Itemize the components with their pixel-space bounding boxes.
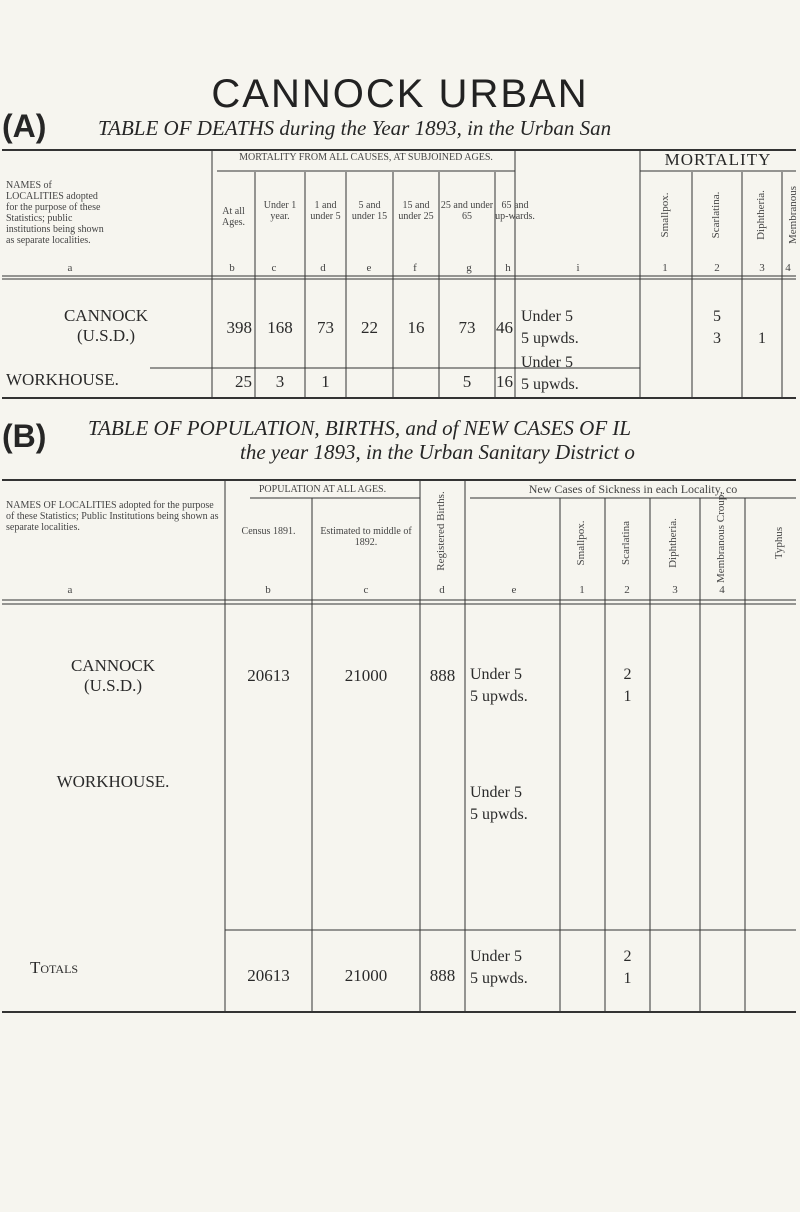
table-a-age-under5: Under 5 — [521, 308, 573, 325]
col-letter-d: d — [320, 262, 326, 274]
table-b-caption-2: the year 1893, in the Urban Sanitary District o — [240, 440, 635, 464]
col-header-under-1: Under 1 year. — [263, 200, 297, 222]
table-b-row-name: WORKHOUSE. — [56, 772, 170, 791]
col-header-all-ages: At all Ages. — [221, 206, 246, 228]
table-b-births-cell: 888 — [429, 966, 456, 985]
col-header-65-up: 65 and up-wards. — [495, 200, 535, 222]
col-header-estimated: Estimated to middle of 1892. — [320, 526, 412, 548]
table-b-age-5up: 5 upwds. — [470, 688, 528, 705]
col-header-smallpox: Smallpox. — [659, 192, 671, 238]
table-b-scarlatina-cell: 1 — [623, 688, 632, 705]
col-letter-h: h — [505, 262, 511, 274]
table-b-row-name: Totals — [30, 958, 79, 977]
table-b-age-5up: 5 upwds. — [470, 806, 528, 823]
col-header-scarlatina-b: Scarlatina — [620, 521, 632, 565]
table-a-row-name: CANNOCK — [63, 306, 149, 325]
table-b-scarlatina-cell: 1 — [623, 970, 632, 987]
localities-col-header: NAMES of LOCALITIES adopted for the purpose of these Statistics; public institutions being shown as separate localities. — [6, 180, 104, 246]
table-a-scarlatina-cell: 5 — [713, 308, 721, 325]
table-a-cell: 25 — [235, 372, 252, 391]
table-a-cell: 73 — [317, 318, 334, 337]
col-header-smallpox-b: Smallpox. — [575, 520, 587, 566]
table-b-births-cell: 888 — [429, 666, 456, 685]
col-letter-2: 2 — [714, 262, 720, 274]
table-a-cell: 16 — [407, 318, 425, 337]
col-header-scarlatina: Scarlatina. — [710, 191, 722, 239]
col-header-diphtheria: Diphtheria. — [755, 190, 767, 240]
col-letter-e-b: e — [511, 584, 517, 596]
table-b-row-name: CANNOCK — [70, 656, 156, 675]
table-a-cell: 73 — [458, 318, 476, 337]
col-header-census: Census 1891. — [241, 526, 296, 537]
page-title: CANNOCK URBAN — [211, 72, 589, 116]
table-b-scarlatina-cell: 2 — [623, 666, 632, 683]
table-a-age-under5: Under 5 — [521, 354, 573, 371]
col-header-15-to-25: 15 and under 25 — [398, 200, 434, 222]
col-letter-c: c — [271, 262, 277, 274]
col-letter-d-b: d — [439, 584, 445, 596]
mortality-group-header-2: MORTALITY — [664, 150, 772, 169]
table-a-cell: 1 — [321, 372, 330, 391]
col-header-25-to-65: 25 and under 65 — [440, 200, 494, 222]
table-b-census-cell: 20613 — [247, 666, 290, 685]
sickness-group-header: New Cases of Sickness in each Locality, co — [528, 482, 738, 496]
col-letter-3-b: 3 — [672, 584, 678, 596]
col-header-registered-births: Registered Births. — [435, 491, 447, 571]
table-b-age-5up: 5 upwds. — [470, 970, 528, 987]
col-letter-1: 1 — [662, 262, 668, 274]
col-letter-4: 4 — [785, 262, 791, 274]
col-letter-b: b — [229, 262, 235, 274]
table-b-age-under5: Under 5 — [470, 948, 522, 965]
table-a-age-5up: 5 upwds. — [521, 330, 579, 347]
col-letter-g: g — [466, 262, 472, 274]
col-letter-3: 3 — [759, 262, 765, 274]
table-a-cell: 3 — [275, 372, 285, 391]
col-header-5-to-15: 5 and under 15 — [351, 200, 388, 222]
localities-col-header-b: NAMES OF LOCALITIES adopted for the purpose of these Statistics; Public Institutions being shown as separate localities. — [6, 500, 219, 533]
table-a-cell: 22 — [361, 318, 378, 337]
table-b-estimated-cell: 21000 — [344, 966, 388, 985]
table-b-row-name-sub: (U.S.D.) — [83, 676, 143, 695]
mortality-group-header: MORTALITY FROM ALL CAUSES, AT SUBJOINED AGES. — [239, 152, 493, 163]
table-b-scarlatina-cell: 2 — [623, 948, 632, 965]
table-b-age-under5: Under 5 — [470, 666, 522, 683]
table-a-cell: 46 — [496, 318, 513, 337]
col-letter-1-b: 1 — [579, 584, 585, 596]
table-b-census-cell: 20613 — [247, 966, 290, 985]
table-a-age-5up: 5 upwds. — [521, 376, 579, 393]
section-a-label: (A) — [2, 108, 47, 144]
col-letter-c-b: c — [363, 584, 369, 596]
col-header-typhus-b: Typhus — [773, 526, 785, 560]
section-b-label: (B) — [2, 418, 47, 454]
table-a-cell: 16 — [496, 372, 513, 391]
table-a-row-name-sub: (U.S.D.) — [76, 326, 136, 345]
population-group-header: POPULATION AT ALL AGES. — [258, 484, 387, 495]
table-b-age-under5: Under 5 — [470, 784, 522, 801]
table-a-cell: 5 — [462, 372, 472, 391]
table-a-row-name: WORKHOUSE. — [6, 370, 119, 389]
col-letter-a-b: a — [67, 584, 73, 596]
col-header-membranous: Membranous — [787, 185, 799, 245]
col-header-diphtheria-b: Diphtheria. — [667, 518, 679, 568]
table-a-cell: 168 — [267, 318, 293, 337]
table-a-caption: TABLE OF DEATHS during the Year 1893, in the Urban San — [98, 116, 612, 140]
col-letter-i: i — [576, 262, 580, 274]
col-letter-b-b: b — [265, 584, 271, 596]
table-b-caption-1: TABLE OF POPULATION, BIRTHS, and of NEW CASES OF IL — [88, 416, 632, 440]
col-header-membranous-b: Membranous Croup. — [715, 491, 727, 583]
col-letter-2-b: 2 — [624, 584, 630, 596]
table-b-estimated-cell: 21000 — [344, 666, 388, 685]
col-letter-4-b: 4 — [719, 584, 725, 596]
col-letter-a: a — [67, 262, 73, 274]
col-letter-f: f — [413, 262, 417, 274]
col-letter-e: e — [366, 262, 372, 274]
table-a-cell: 398 — [226, 318, 252, 337]
col-header-1-to-5: 1 and under 5 — [310, 200, 341, 222]
table-a-diphtheria-cell: 1 — [758, 330, 766, 347]
table-a-scarlatina-cell: 3 — [713, 330, 721, 347]
